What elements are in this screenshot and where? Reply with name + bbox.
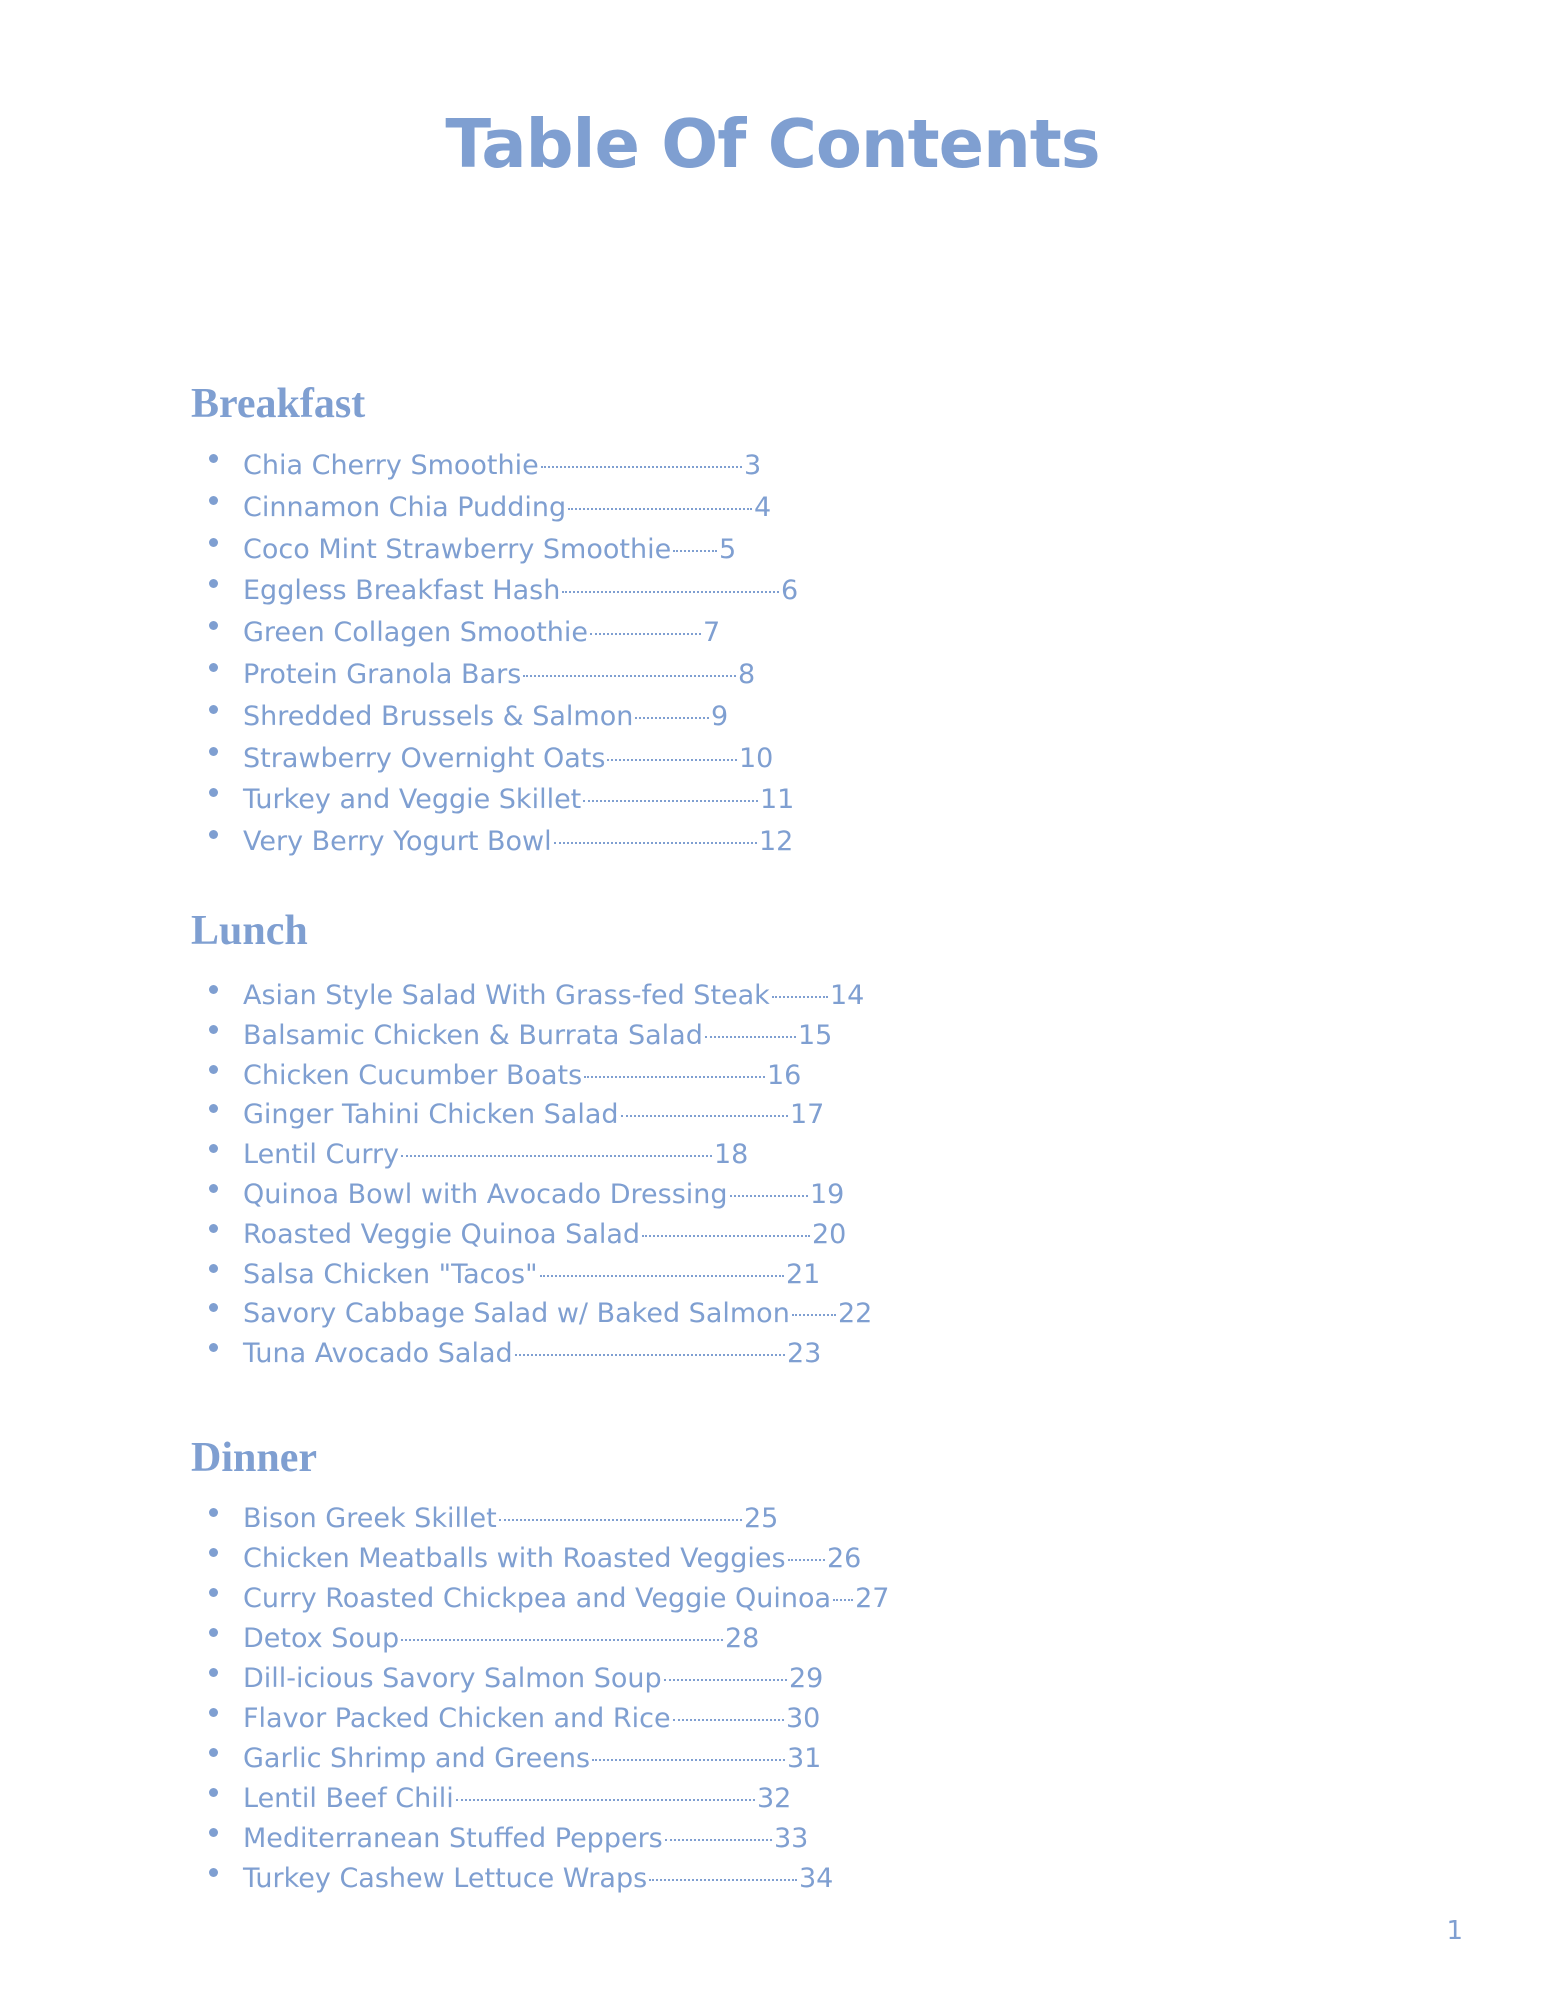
dot-leader [540,1275,784,1277]
section-heading: Dinner [191,1435,317,1481]
toc-item-page-number: 26 [827,1543,862,1574]
bullet-icon [209,830,218,839]
bullet-icon [209,1303,218,1312]
toc-item-label: Very Berry Yogurt Bowl [243,826,552,858]
bullet-icon [209,579,218,588]
dot-leader [401,1639,723,1641]
toc-list [191,1499,1291,1899]
bullet-icon [209,1708,218,1717]
page-number: 1 [1446,1916,1463,1946]
toc-item[interactable] [191,1539,1291,1579]
bullet-icon [209,1104,218,1113]
toc-item[interactable] [191,1659,1291,1699]
toc-item[interactable] [191,1619,1291,1659]
bullet-icon [209,1224,218,1233]
bullet-icon [209,1788,218,1797]
toc-item[interactable] [191,445,1291,487]
bullet-icon [209,747,218,756]
dot-leader [568,508,752,510]
toc-item-label: Detox Soup [243,1623,400,1654]
toc-item-label: Cinnamon Chia Pudding [243,491,567,523]
bullet-icon [209,1868,218,1877]
toc-item-label: Protein Granola Bars [243,658,522,690]
bullet-icon [209,1828,218,1837]
dot-leader [607,759,737,761]
dot-leader [590,633,701,635]
toc-item-page-number: 9 [711,700,729,732]
toc-item-label: Lentil Beef Chili [243,1783,454,1814]
dot-leader [401,1155,712,1157]
toc-item[interactable] [191,1819,1291,1859]
toc-item-label: Turkey and Veggie Skillet [243,784,582,816]
toc-item-page-number: 31 [787,1743,822,1774]
bullet-icon [209,1264,218,1273]
bullet-icon [209,1588,218,1597]
dot-leader [673,1719,784,1721]
bullet-icon [209,1343,218,1352]
toc-item[interactable] [191,1579,1291,1619]
toc-item-page-number: 18 [714,1139,749,1171]
toc-item[interactable] [191,1215,1291,1255]
dot-leader [664,1679,787,1681]
toc-item[interactable] [191,654,1291,696]
section-heading: Breakfast [191,381,366,427]
toc-item[interactable] [191,779,1291,821]
dot-leader [621,1115,788,1117]
toc-item-page-number: 34 [799,1863,834,1894]
toc-list [191,976,1291,1374]
dot-leader [772,996,828,998]
dot-leader [584,1076,765,1078]
toc-item-page-number: 15 [798,1019,833,1051]
toc-item[interactable] [191,821,1291,863]
toc-item-label: Shredded Brussels & Salmon [243,700,634,732]
toc-item-label: Balsamic Chicken & Burrata Salad [243,1019,703,1051]
toc-item-label: Ginger Tahini Chicken Salad [243,1099,619,1131]
bullet-icon [209,454,218,463]
toc-item-label: Quinoa Bowl with Avocado Dressing [243,1178,728,1210]
dot-leader [592,1759,785,1761]
toc-item-label: Asian Style Salad With Grass-fed Steak [243,980,770,1011]
toc-item[interactable] [191,529,1291,571]
toc-item-page-number: 3 [744,450,762,481]
toc-item[interactable] [191,1334,1291,1374]
toc-item-page-number: 25 [744,1503,779,1534]
toc-item-label: Coco Mint Strawberry Smoothie [243,533,672,565]
bullet-icon [209,985,218,994]
bullet-icon [209,1508,218,1517]
toc-item[interactable] [191,1699,1291,1739]
dot-leader [456,1799,755,1801]
toc-item-page-number: 7 [703,617,721,649]
toc-item[interactable] [191,976,1291,1016]
toc-item[interactable] [191,612,1291,654]
toc-item-label: Bison Greek Skillet [243,1503,497,1534]
toc-item-page-number: 11 [760,784,795,816]
dot-leader [833,1599,853,1601]
toc-item[interactable] [191,1255,1291,1295]
bullet-icon [209,1748,218,1757]
toc-item[interactable] [191,570,1291,612]
dot-leader [649,1879,797,1881]
section-breakfast [191,383,1291,863]
toc-item-label: Dill-icious Savory Salmon Soup [243,1663,662,1694]
toc-item-label: Mediterranean Stuffed Peppers [243,1823,663,1854]
toc-item[interactable] [191,1056,1291,1096]
toc-item-page-number: 16 [767,1059,802,1091]
bullet-icon [209,1668,218,1677]
bullet-icon [209,1025,218,1034]
toc-item-page-number: 12 [759,826,794,858]
toc-item[interactable] [191,1016,1291,1056]
toc-item-label: Strawberry Overnight Oats [243,742,606,774]
toc-item-label: Flavor Packed Chicken and Rice [243,1703,671,1734]
toc-item-page-number: 10 [739,742,774,774]
toc-item-label: Curry Roasted Chickpea and Veggie Quinoa [243,1583,832,1614]
toc-item-page-number: 28 [725,1623,760,1654]
toc-item[interactable] [191,1095,1291,1135]
toc-item-label: Chicken Meatballs with Roasted Veggies [243,1543,786,1574]
dot-leader [673,550,717,552]
dot-leader [554,842,757,844]
dot-leader [635,717,709,719]
toc-item-label: Tuna Avocado Salad [243,1338,513,1370]
dot-leader [541,466,742,468]
toc-item-page-number: 8 [738,658,756,690]
toc-item-label: Eggless Breakfast Hash [243,575,561,607]
toc-item-page-number: 27 [855,1583,890,1614]
toc-item-page-number: 14 [830,980,865,1011]
toc-item-label: Chicken Cucumber Boats [243,1059,583,1091]
toc-item-page-number: 30 [786,1703,821,1734]
dot-leader [515,1354,785,1356]
dot-leader [705,1036,796,1038]
dot-leader [642,1235,810,1237]
toc-item[interactable] [191,1499,1291,1539]
bullet-icon [209,538,218,547]
toc-item[interactable] [191,1779,1291,1819]
toc-item-page-number: 22 [838,1298,873,1330]
dot-leader [499,1519,742,1521]
toc-item-page-number: 20 [812,1218,847,1250]
bullet-icon [209,663,218,672]
toc-item-page-number: 33 [774,1823,809,1854]
bullet-icon [209,705,218,714]
toc-item-page-number: 21 [786,1258,821,1290]
section-lunch [191,910,1291,1374]
section-heading: Lunch [191,908,308,954]
toc-item-label: Turkey Cashew Lettuce Wraps [243,1863,648,1894]
toc-item-label: Green Collagen Smoothie [243,617,589,649]
bullet-icon [209,1628,218,1637]
toc-item[interactable] [191,1739,1291,1779]
toc-item-page-number: 5 [719,533,737,565]
toc-item-label: Garlic Shrimp and Greens [243,1743,591,1774]
dot-leader [562,591,779,593]
toc-item-page-number: 32 [757,1783,792,1814]
section-dinner [191,1437,1291,1899]
bullet-icon [209,1548,218,1557]
toc-item-label: Lentil Curry [243,1139,400,1171]
toc-item-page-number: 19 [810,1178,845,1210]
bullet-icon [209,496,218,505]
toc-item[interactable] [191,738,1291,780]
toc-item-label: Roasted Veggie Quinoa Salad [243,1218,641,1250]
bullet-icon [209,1065,218,1074]
toc-item[interactable] [191,1294,1291,1334]
toc-item[interactable] [191,1135,1291,1175]
dot-leader [792,1314,836,1316]
dot-leader [583,800,758,802]
toc-item-page-number: 23 [787,1338,822,1370]
toc-item-label: Salsa Chicken "Tacos" [243,1258,538,1290]
toc-item-page-number: 17 [790,1099,825,1131]
bullet-icon [209,621,218,630]
page-title: Table Of Contents [445,105,1100,183]
dot-leader [523,675,736,677]
toc-item[interactable] [191,1175,1291,1215]
toc-item[interactable] [191,696,1291,738]
toc-item-page-number: 29 [789,1663,824,1694]
toc-item-label: Savory Cabbage Salad w/ Baked Salmon [243,1298,790,1330]
toc-item[interactable] [191,1859,1291,1899]
toc-item-page-number: 6 [781,575,799,607]
dot-leader [730,1195,808,1197]
bullet-icon [209,788,218,797]
dot-leader [788,1559,825,1561]
toc-item-label: Chia Cherry Smoothie [243,450,539,481]
bullet-icon [209,1144,218,1153]
bullet-icon [209,1184,218,1193]
toc-item[interactable] [191,487,1291,529]
dot-leader [665,1839,772,1841]
toc-item-page-number: 4 [754,491,772,523]
toc-list [191,445,1291,863]
